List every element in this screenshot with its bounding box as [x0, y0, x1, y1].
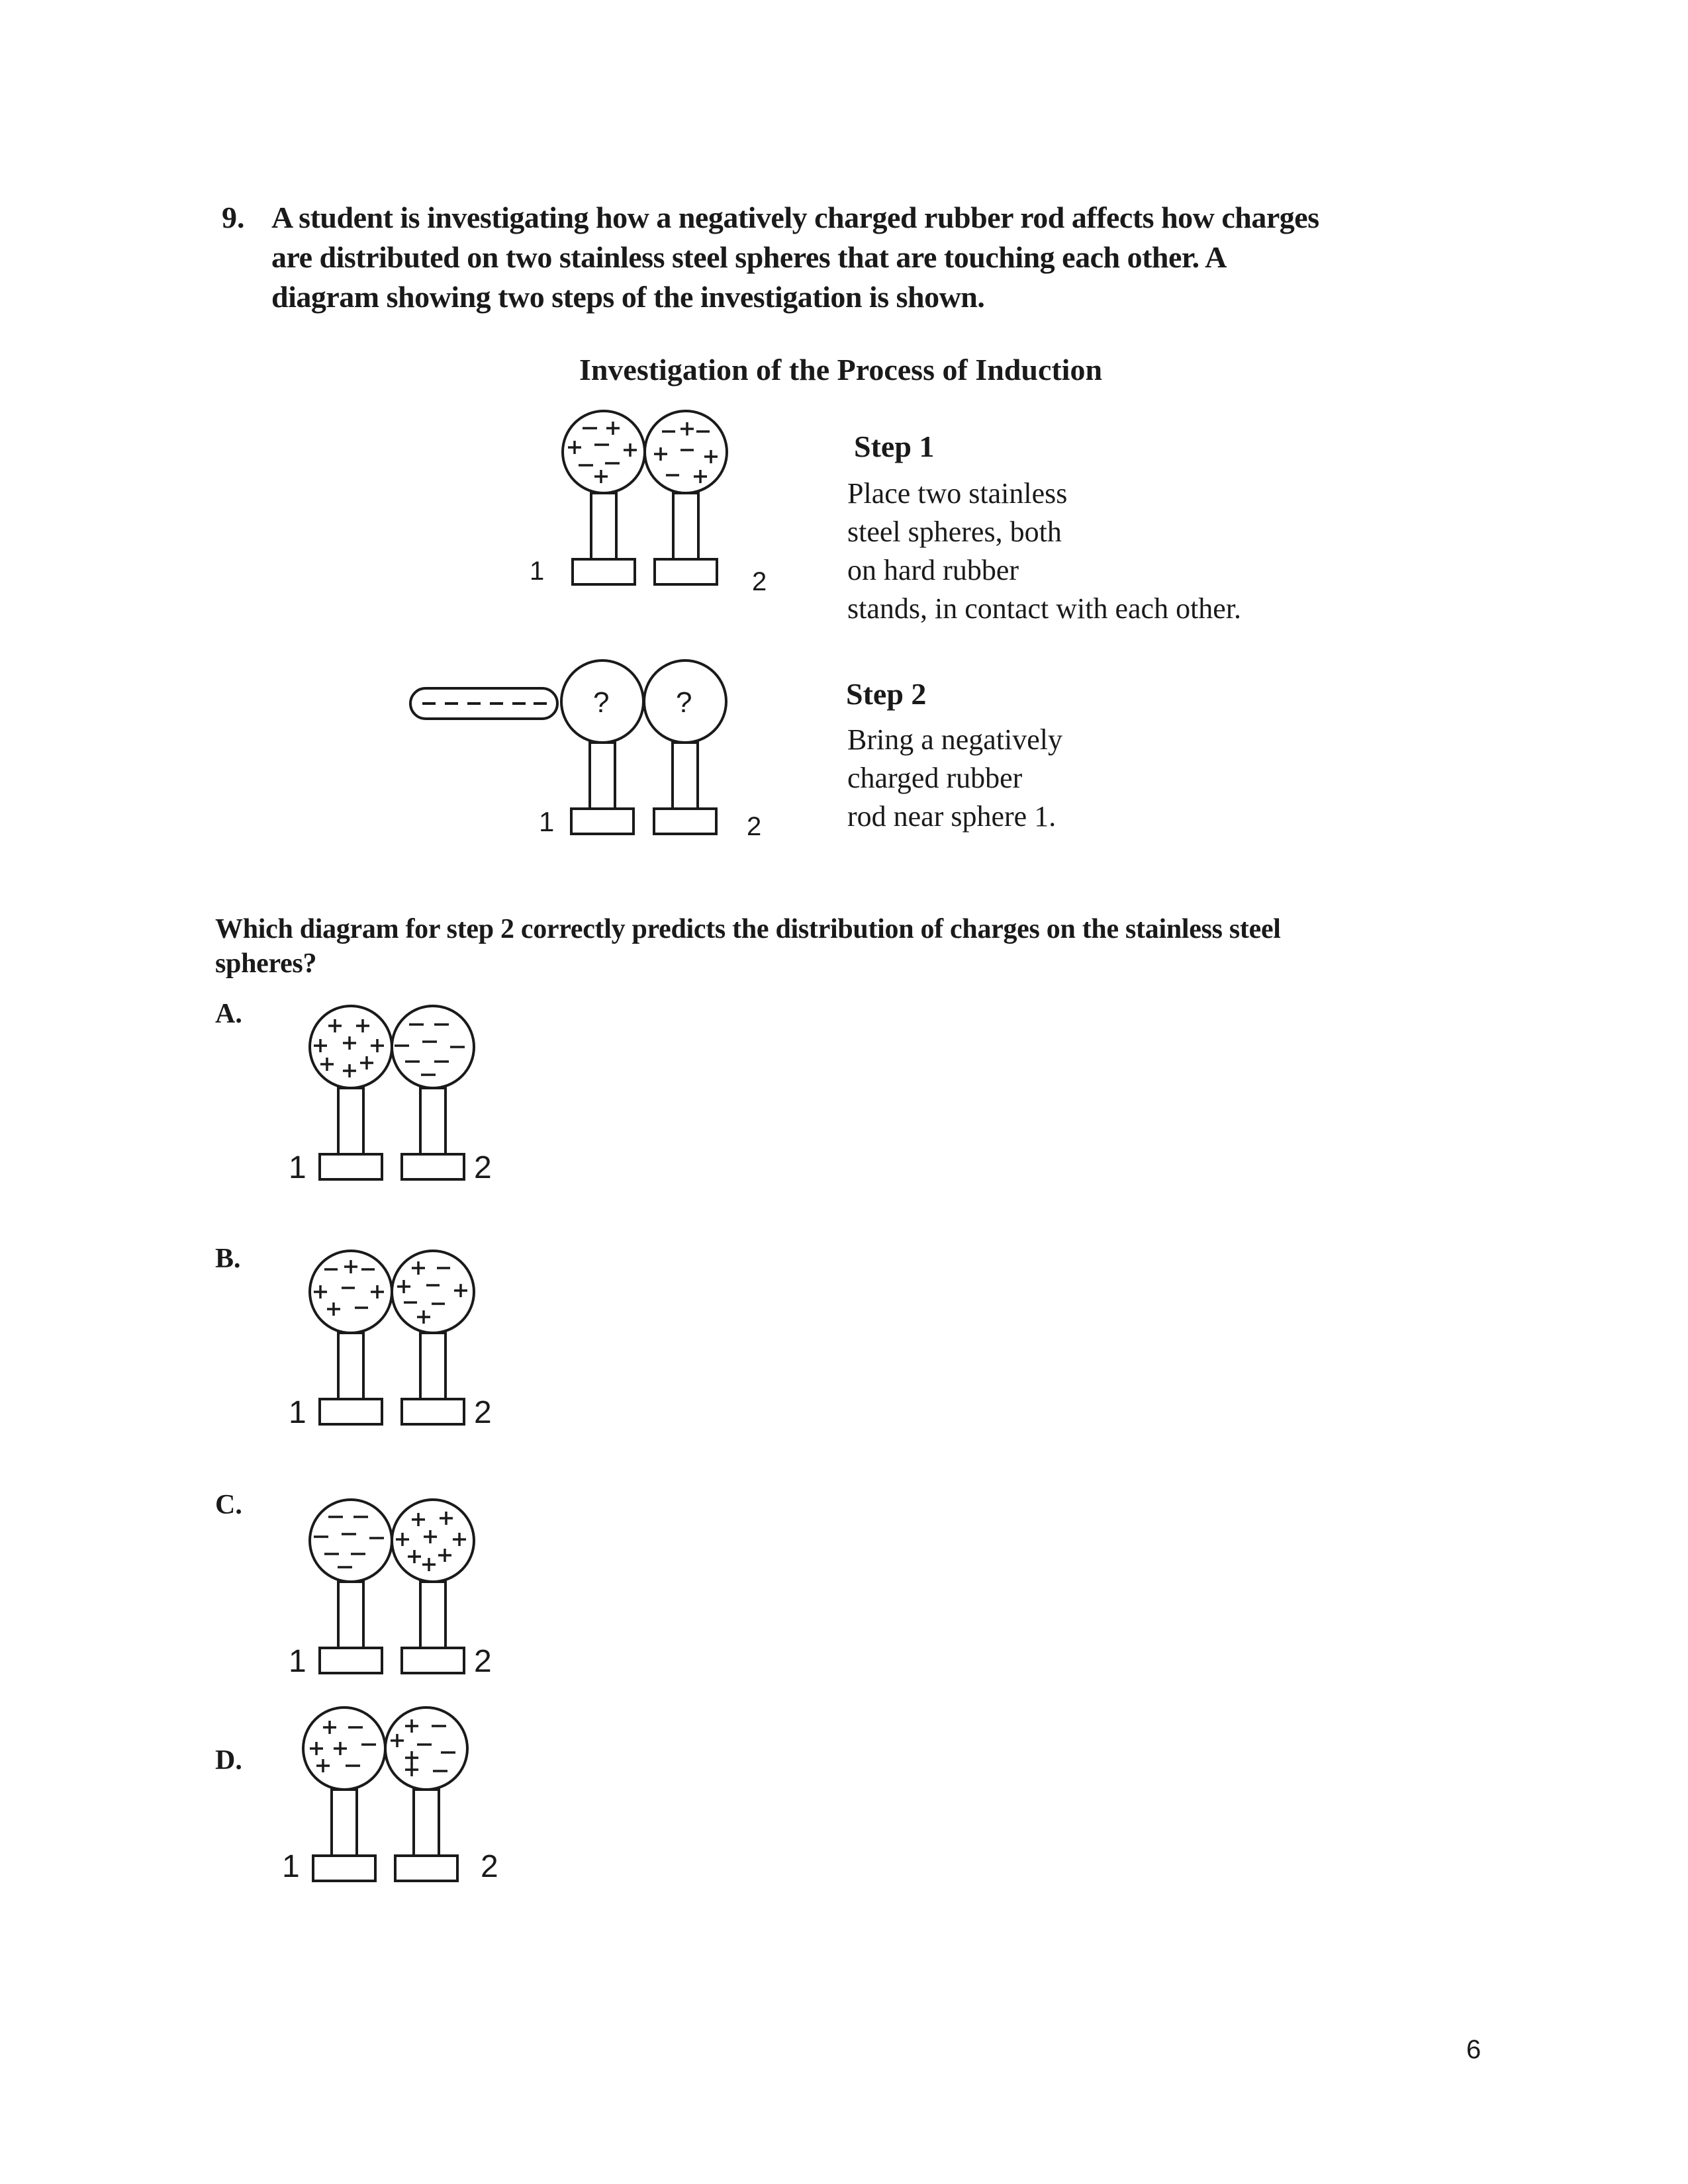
step2-line-3: rod near sphere 1. — [847, 800, 1056, 833]
option-d-diagram[interactable] — [282, 1707, 498, 1884]
question-text-line-1: A student is investigating how a negatively charged rubber rod affects how charges — [271, 201, 1319, 234]
step2-unknown-2: ? — [676, 686, 692, 719]
option-b-label-2: 2 — [474, 1395, 492, 1430]
question-text-line-2: are distributed on two stainless steel spheres that are touching each other. A — [271, 240, 1227, 274]
figure-title: Investigation of the Process of Induction — [579, 353, 1103, 387]
step2-line-2: charged rubber — [847, 762, 1023, 794]
option-b-diagram[interactable] — [289, 1251, 492, 1430]
option-b-label-1: 1 — [289, 1395, 306, 1430]
option-a-charges — [314, 1019, 465, 1077]
step2-unknown-1: ? — [593, 686, 610, 719]
option-d-label-2: 2 — [481, 1849, 498, 1884]
option-c-label-2: 2 — [474, 1644, 492, 1679]
question-text-line-3: diagram showing two steps of the investigation is shown. — [271, 280, 985, 314]
option-c-charges — [314, 1512, 466, 1571]
step1-stand-1 — [563, 411, 645, 584]
step2-label-1: 1 — [539, 806, 555, 837]
step1-labels — [530, 557, 767, 596]
option-c-diagram[interactable] — [289, 1500, 492, 1679]
option-d-letter[interactable]: D. — [215, 1745, 242, 1776]
option-d-charges — [310, 1719, 455, 1776]
step1-line-2: steel spheres, both — [847, 516, 1062, 548]
step1-label-2: 2 — [752, 567, 767, 596]
step1-line-3: on hard rubber — [847, 554, 1019, 586]
option-c-letter[interactable]: C. — [215, 1490, 242, 1520]
prompt-line-1: Which diagram for step 2 correctly predicts the distribution of charges on the stainless steel — [215, 914, 1281, 944]
option-a-label-1: 1 — [289, 1150, 306, 1185]
step2-line-1: Bring a negatively — [847, 723, 1063, 756]
prompt-line-2: spheres? — [215, 948, 317, 979]
step1-line-1: Place two stainless — [847, 477, 1068, 510]
step1-line-4: stands, in contact with each other. — [847, 592, 1242, 625]
option-b-letter[interactable]: B. — [215, 1244, 241, 1274]
option-a-letter[interactable]: A. — [215, 999, 242, 1029]
step1-heading: Step 1 — [854, 430, 935, 463]
question-number: 9. — [222, 201, 245, 234]
step2-label-2: 2 — [747, 812, 762, 841]
step1-charges — [568, 422, 718, 483]
option-a-label-2: 2 — [474, 1150, 492, 1185]
step2-heading: Step 2 — [846, 677, 927, 711]
rubber-rod — [410, 688, 557, 719]
page-number: 6 — [1466, 2035, 1481, 2064]
step1-stand-2 — [645, 411, 727, 584]
step1-label-1: 1 — [530, 557, 545, 586]
option-a-diagram[interactable] — [289, 1006, 492, 1185]
option-c-label-1: 1 — [289, 1644, 306, 1679]
option-d-label-1: 1 — [282, 1849, 300, 1884]
